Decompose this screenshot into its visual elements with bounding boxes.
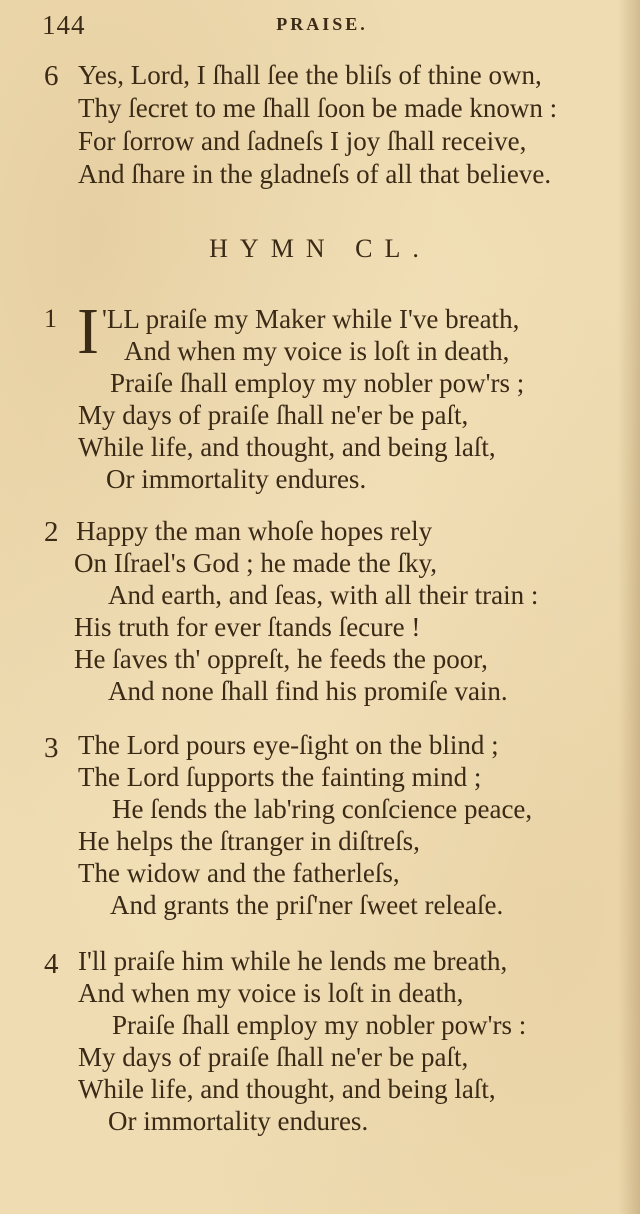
drop-cap: I bbox=[77, 295, 99, 368]
verse-line: He ſends the lab'ring conſcience peace, bbox=[112, 794, 533, 824]
verse-line: My days of praiſe ſhall ne'er be paſt, bbox=[78, 1042, 469, 1072]
page-number: 144 bbox=[42, 10, 86, 40]
verse-line: Happy the man whoſe hopes rely bbox=[76, 516, 433, 546]
verse-line: He helps the ſtranger in diſtreſs, bbox=[78, 826, 420, 856]
verse-line: Praiſe ſhall employ my nobler pow'rs ; bbox=[110, 368, 525, 398]
verse-line: I'll praiſe him while he lends me breath, bbox=[78, 946, 508, 976]
verse-line: The widow and the fatherleſs, bbox=[78, 858, 400, 888]
hymn-title: HYMN CL. bbox=[209, 234, 431, 263]
verse-line: And earth, and ſeas, with all their train : bbox=[108, 580, 539, 610]
verse-line: His truth for ever ſtands ſecure ! bbox=[74, 612, 421, 642]
running-head: PRAISE. bbox=[276, 14, 368, 34]
verse-line: And grants the priſ'ner ſweet releaſe. bbox=[110, 890, 504, 920]
verse-line: For ſorrow and ſadneſs I joy ſhall receive, bbox=[78, 126, 527, 156]
verse-line: 'LL praiſe my Maker while I've breath, bbox=[102, 304, 520, 334]
verse-line: Or immortality endures. bbox=[108, 1106, 369, 1136]
verse-line: And when my voice is loſt in death, bbox=[78, 978, 464, 1008]
stanza-number: 4 bbox=[44, 948, 59, 980]
verse-line: He ſaves th' oppreſt, he feeds the poor, bbox=[74, 644, 488, 674]
verse-line: On Iſrael's God ; he made the ſky, bbox=[74, 548, 438, 578]
verse-line: And none ſhall find his promiſe vain. bbox=[108, 676, 508, 706]
stanza-number: 3 bbox=[44, 732, 59, 764]
verse-line: Praiſe ſhall employ my nobler pow'rs : bbox=[112, 1010, 527, 1040]
verse-line: And ſhare in the gladneſs of all that believe. bbox=[78, 159, 552, 189]
verse-line: Yes, Lord, I ſhall ſee the bliſs of thine own, bbox=[78, 60, 542, 90]
stanza-number: 1 bbox=[44, 304, 57, 333]
verse-line: Thy ſecret to me ſhall ſoon be made known : bbox=[78, 93, 558, 123]
verse-line: And when my voice is loſt in death, bbox=[124, 336, 510, 366]
stanza-number: 6 bbox=[44, 60, 59, 92]
verse-line: Or immortality endures. bbox=[106, 464, 367, 494]
verse-line: The Lord pours eye-ſight on the blind ; bbox=[78, 730, 499, 760]
verse-line: While life, and thought, and being laſt, bbox=[78, 432, 496, 462]
verse-line: My days of praiſe ſhall ne'er be paſt, bbox=[78, 400, 469, 430]
page-header bbox=[42, 10, 602, 40]
page-edge-shadow bbox=[618, 0, 640, 1214]
verse-line: The Lord ſupports the fainting mind ; bbox=[78, 762, 482, 792]
stanza-number: 2 bbox=[44, 516, 59, 548]
verse-line: While life, and thought, and being laſt, bbox=[78, 1074, 496, 1104]
